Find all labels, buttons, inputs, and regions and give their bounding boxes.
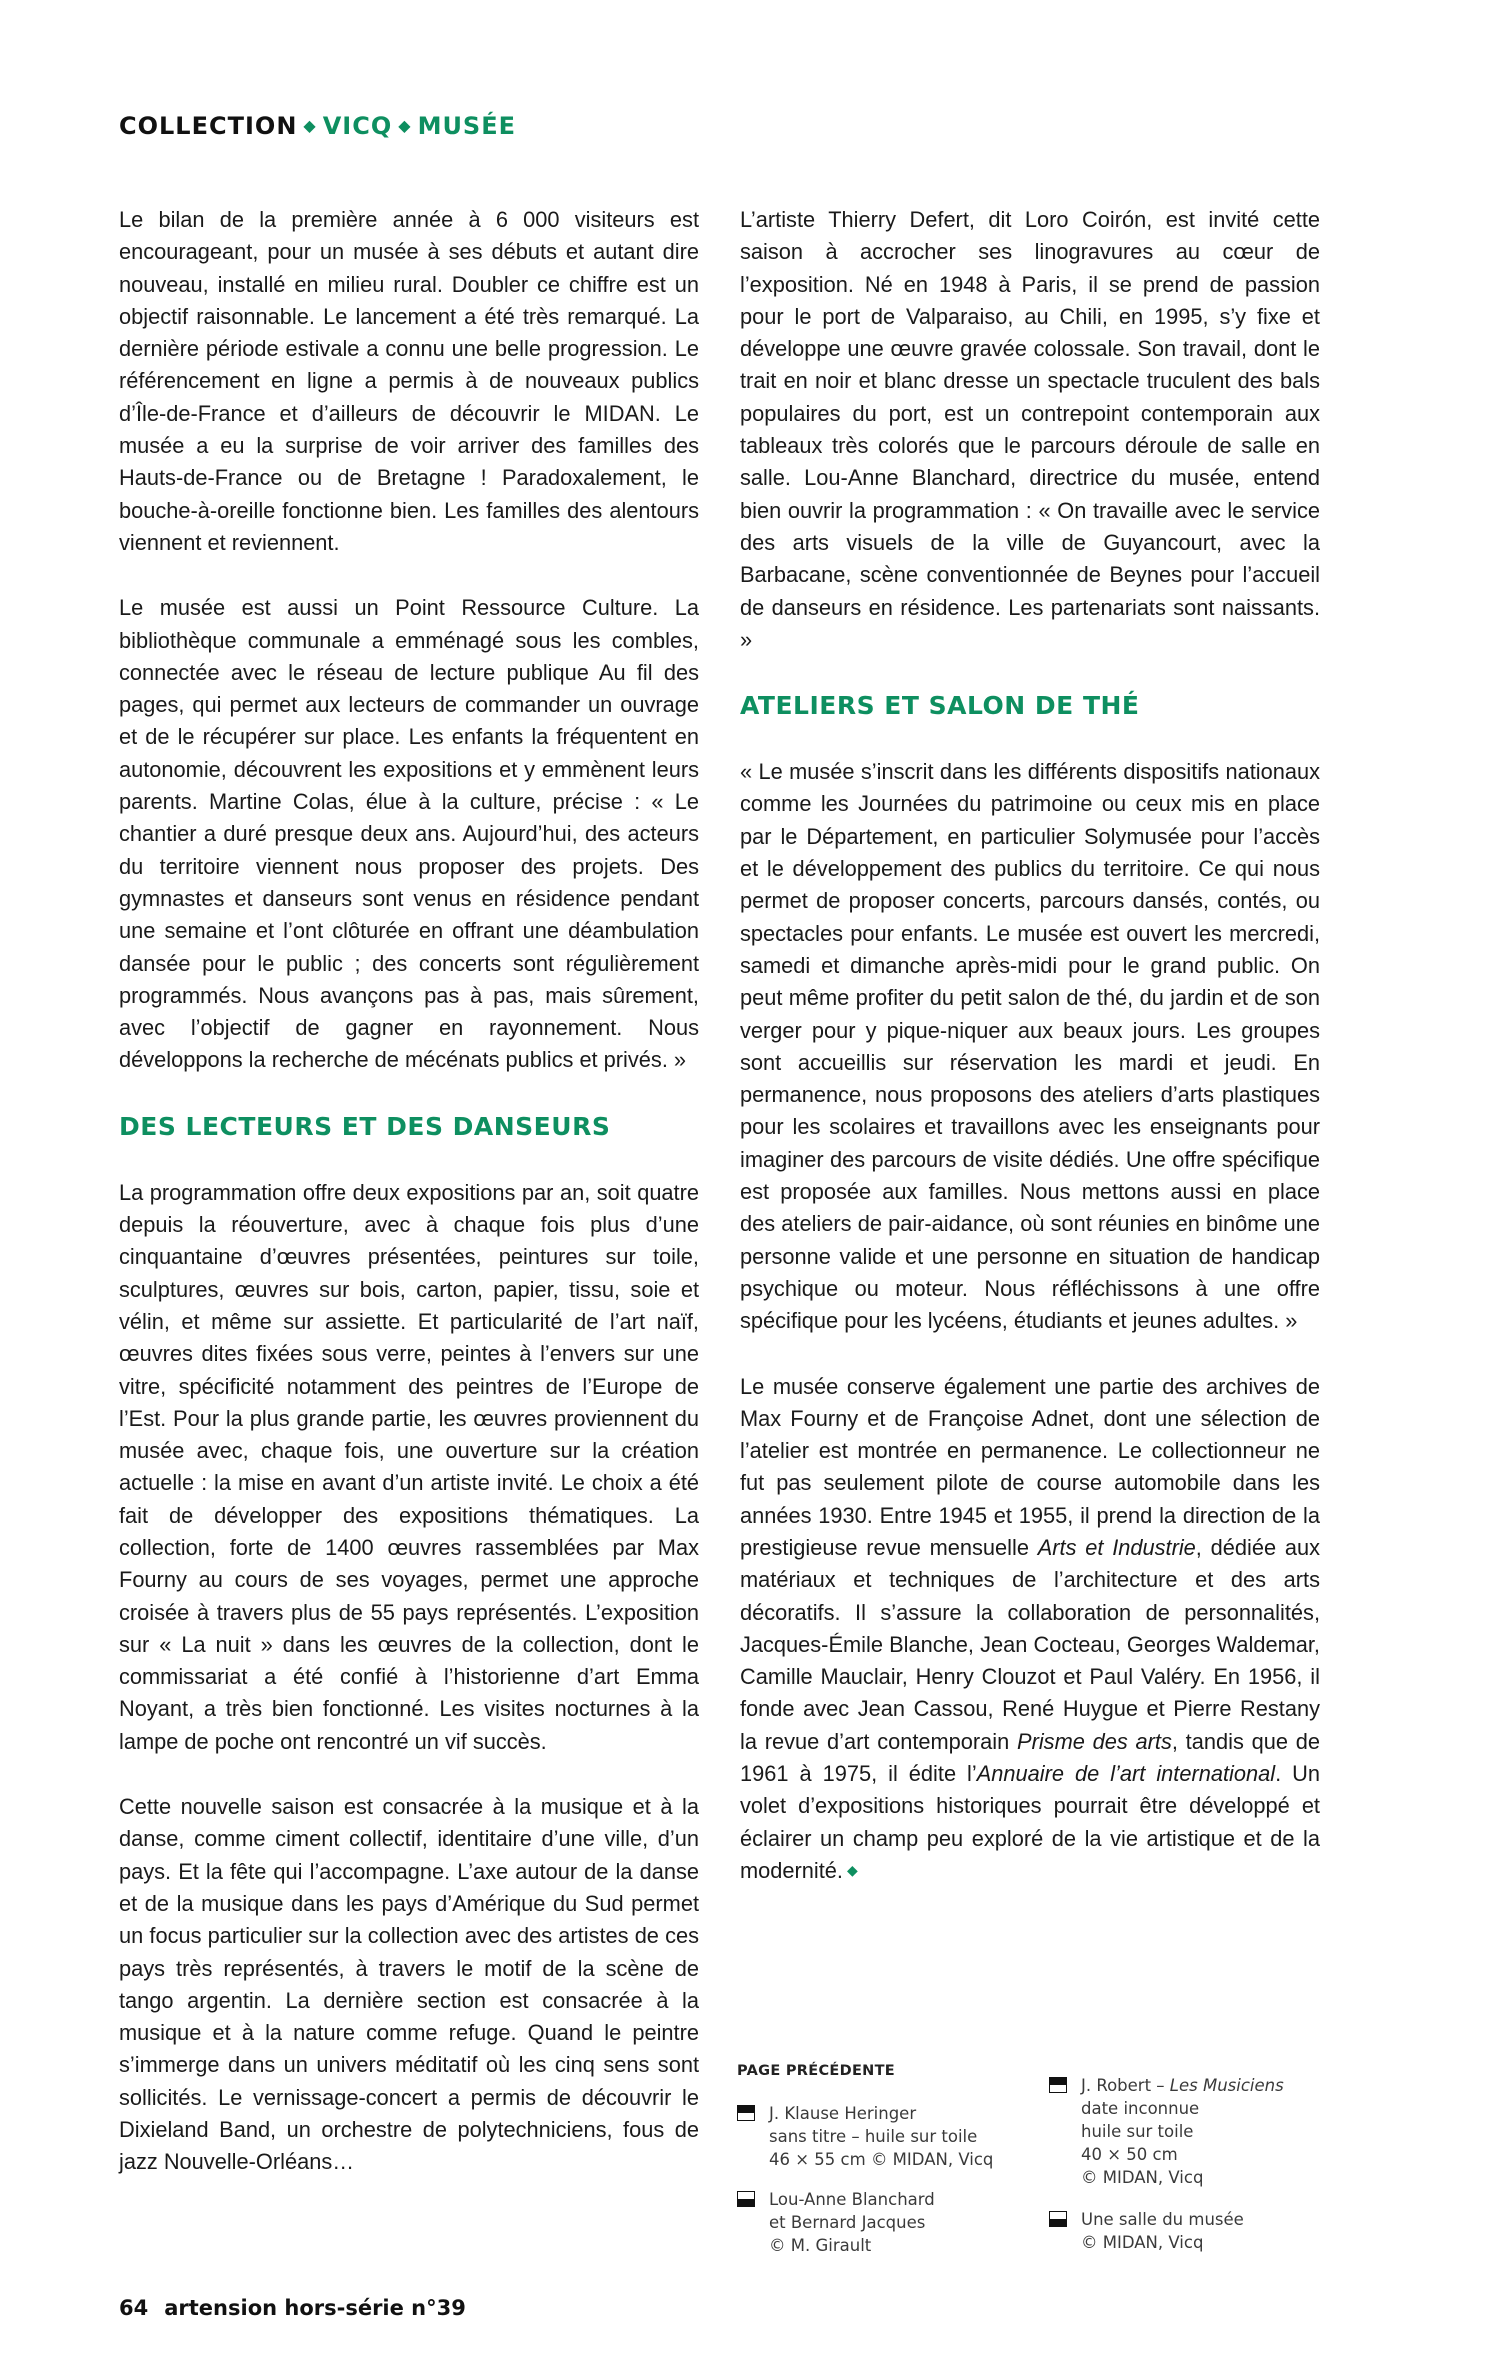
caption-item: [737, 2188, 935, 2257]
paragraph-artiste-invite: L’artiste Thierry Defert, dit Loro Coirón, est invité cette saison à accrocher ses linogravures au cœur de l’exposition. Né en 1948 à Paris, il se prend de passion pour le port de Valparaiso, au Chili, en 1995, s’y fixe et développe une œuvre gravée colossale. Son travail, dont le trait en noir et blanc dresse un spectacle truculent des bals populaires du port, est un contrepoint contemporain aux tableaux très colorés que le parcours déroule de salle en salle. Lou-Anne Blanchard, directrice du musée, entend bien ouvrir la programmation : « On travaille avec le service des arts visuels de la ville de Guyancourt, avec la Barbacane, scène conventionnée de Beynes pour l’accueil de danseurs en résidence. Les partenariats sont naissants. »: [740, 207, 1320, 652]
text-run: Le musée conserve également une partie des archives de Max Fourny et de Françoise Adnet, dont une sélection de l’atelier est montrée en permanence. Le collectionneur ne fut pas seulement pilote de course automobile dans les années 1930. Entre 1945 et 1955, il prend la direction de la prestigieuse revue mensuelle: [740, 1373, 1320, 1560]
caption-line: sans titre – huile sur toile: [769, 2127, 978, 2146]
caption-line: 46 × 55 cm © MIDAN, Vicq: [769, 2150, 994, 2169]
italic-title-prisme-des-arts: Prisme des arts: [1017, 1728, 1172, 1754]
caption-artist: J. Robert –: [1081, 2076, 1170, 2095]
kicker-musee: MUSÉE: [417, 112, 517, 140]
caption-line: Une salle du musée: [1081, 2210, 1244, 2229]
image-bottom-position-icon: [737, 2191, 755, 2207]
section-kicker: [119, 112, 516, 140]
image-bottom-position-icon: [1049, 2211, 1067, 2227]
caption-line: © MIDAN, Vicq: [1081, 2168, 1204, 2187]
caption-line: J. Klause Heringer: [769, 2104, 917, 2123]
kicker-collection: COLLECTION: [119, 112, 298, 140]
caption-line: 40 × 50 cm: [1081, 2145, 1178, 2164]
captions-title: PAGE PRÉCÉDENTE: [737, 2063, 895, 2079]
italic-title-arts-et-industrie: Arts et Industrie: [1037, 1534, 1196, 1560]
italic-title-annuaire: Annuaire de l’art international: [976, 1761, 1276, 1787]
caption-line: Lou-Anne Blanchard: [769, 2190, 935, 2209]
text-run: . Un volet d’expositions historiques pourrait être développé et éclairer un champ peu exploré de la vie artistique et de la modernité.: [740, 1761, 1320, 1883]
caption-line: huile sur toile: [1081, 2122, 1194, 2141]
publication-name: artension hors-série n°39: [164, 2296, 466, 2320]
caption-artwork-title: Les Musiciens: [1169, 2076, 1284, 2095]
diamond-separator-icon: ◆: [398, 116, 412, 135]
text-run: , dédiée aux matériaux et techniques de l’architecture et des arts décoratifs. Il s’assure la collaboration de personnalités, Jacques-Émile Blanche, Jean Cocteau, Georges Waldemar, Camille Mauclair, Henry Clouzot et Paul Valéry. En 1956, il fonde avec Jean Cassou, René Huygue et Pierre Restany la revue d’art contemporain: [740, 1534, 1320, 1754]
image-top-position-icon: [1049, 2077, 1067, 2093]
end-diamond-icon: ◆: [846, 1861, 858, 1878]
page-number: 64: [119, 2296, 149, 2320]
kicker-vicq: VICQ: [322, 112, 393, 140]
section-heading-ateliers: ATELIERS ET SALON DE THÉ: [740, 691, 1140, 721]
diamond-separator-icon: ◆: [303, 116, 317, 135]
paragraph-programmation: La programmation offre deux expositions par an, soit quatre depuis la réouverture, avec à chaque fois plus d’une cinquantaine d’œuvres présentées, peintures sur toile, sculptures, œuvres sur bois, carton, papier, tissu, soie et vélin, et même sur assiette. Et particularité de l’art naïf, œuvres dites fixées sous verre, peintes à l’envers sur une vitre, spécificité notamment des peintres de l’Europe de l’Est. Pour la plus grande partie, les œuvres proviennent du musée avec, chaque fois, une ouverture sur la création actuelle : la mise en avant d’un artiste invité. Le choix a été fait de développer des expositions thématiques. La collection, forte de 1400 œuvres rassemblées par Max Fourny au cours de ses voyages, permet une approche croisée à travers plus de 55 pays représentés. L’exposition sur « La nuit » dans les œuvres de la collection, dont le commissariat a été confié à l’historienne d’art Emma Noyant, a très bien fonctionné. Les visites nocturnes à la lampe de poche ont rencontré un vif succès.: [119, 1179, 699, 1754]
paragraph-nouvelle-saison: Cette nouvelle saison est consacrée à la musique et à la danse, comme ciment collectif, identitaire d’une ville, d’un pays. Et la fête qui l’accompagne. L’axe autour de la danse et de la musique dans les pays d’Amérique du Sud permet un focus particulier sur la collection avec des artistes de ces pays très représentés, à travers le motif de la scène de tango argentin. La dernière section est consacrée à la musique et à la nature comme refuge. Quand le peintre s’immerge dans un univers méditatif où les cinq sens sont sollicités. Le vernissage-concert a permis de découvrir le Dixieland Band, un orchestre de polytechniciens, fous de jazz Nouvelle-Orléans…: [119, 1794, 699, 2175]
paragraph-point-ressource: Le musée est aussi un Point Ressource Culture. La bibliothèque communale a emménagé sous les combles, connectée avec le réseau de lecture publique Au fil des pages, qui permet aux lecteurs de commander un ouvrage et de le récupérer sur place. Les enfants la fréquentent en autonomie, découvrent les expositions et y emmènent leurs parents. Martine Colas, élue à la culture, précise : « Le chantier a duré presque deux ans. Aujourd’hui, des acteurs du territoire viennent nous proposer des projets. Des gymnastes et danseurs sont venus en résidence pendant une semaine et l’ont clôturée en offrant une déambulation dansée pour le public ; des concerts sont régulièrement programmés. Nous avançons pas à pas, mais sûrement, avec l’objectif de gagner en rayonnement. Nous développons la recherche de mécénats publics et privés. »: [119, 595, 699, 1073]
text-run: , tandis que de 1961 à 1975, il édite l’: [740, 1728, 1320, 1787]
caption-line: © MIDAN, Vicq: [1081, 2233, 1204, 2252]
right-column: [740, 204, 1320, 1889]
caption-item: [1049, 2208, 1244, 2254]
paragraph-dispositifs: « Le musée s’inscrit dans les différents dispositifs nationaux comme les Journées du patrimoine ou ceux mis en place par le Département, en particulier Solymusée pour l’accès et le développement des publics du territoire. Ce qui nous permet de proposer concerts, parcours dansés, contés, ou spectacles pour enfants. Le musée est ouvert les mercredi, samedi et dimanche après-midi pour le grand public. On peut même profiter du petit salon de thé, du jardin et de son verger pour y pique-niquer aux beaux jours. Les groupes sont accueillis sur réservation les mardi et jeudi. En permanence, nous proposons des ateliers d’arts plastiques pour les scolaires et travaillons avec les enseignants pour imaginer des parcours de visite dédiés. Une offre spécifique est proposée aux familles. Nous mettons aussi en place des ateliers de pair-aidance, où sont réunies en binôme une personne valide et une personne en situation de handicap psychique ou moteur. Nous réfléchissons à une offre spécifique pour les lycéens, étudiants et jeunes adultes. »: [740, 759, 1320, 1334]
image-top-position-icon: [737, 2105, 755, 2121]
caption-line: © M. Girault: [769, 2236, 872, 2255]
caption-item: [737, 2102, 993, 2171]
paragraph-visitors: Le bilan de la première année à 6 000 visiteurs est encourageant, pour un musée à ses débuts et autant dire nouveau, installé en milieu rural. Doubler ce chiffre est un objectif raisonnable. Le lancement a été très remarqué. La dernière période estivale a connu une belle progression. Le référencement en ligne a permis à de nouveaux publics d’Île-de-France et d’ailleurs de découvrir le MIDAN. Le musée a eu la surprise de voir arriver des familles des Hauts-de-France ou de Bretagne ! Paradoxalement, le bouche-à-oreille fonctionne bien. Les familles des alentours viennent et reviennent.: [119, 207, 699, 555]
paragraph-archives: [740, 1371, 1320, 1890]
caption-item: [1049, 2074, 1284, 2189]
caption-line: et Bernard Jacques: [769, 2213, 926, 2232]
caption-line: date inconnue: [1081, 2099, 1200, 2118]
section-heading-lecteurs-danseurs: DES LECTEURS ET DES DANSEURS: [119, 1111, 611, 1141]
caption-line: [1081, 2074, 1284, 2097]
page-footer: [119, 2296, 466, 2320]
left-column: [119, 204, 699, 2179]
